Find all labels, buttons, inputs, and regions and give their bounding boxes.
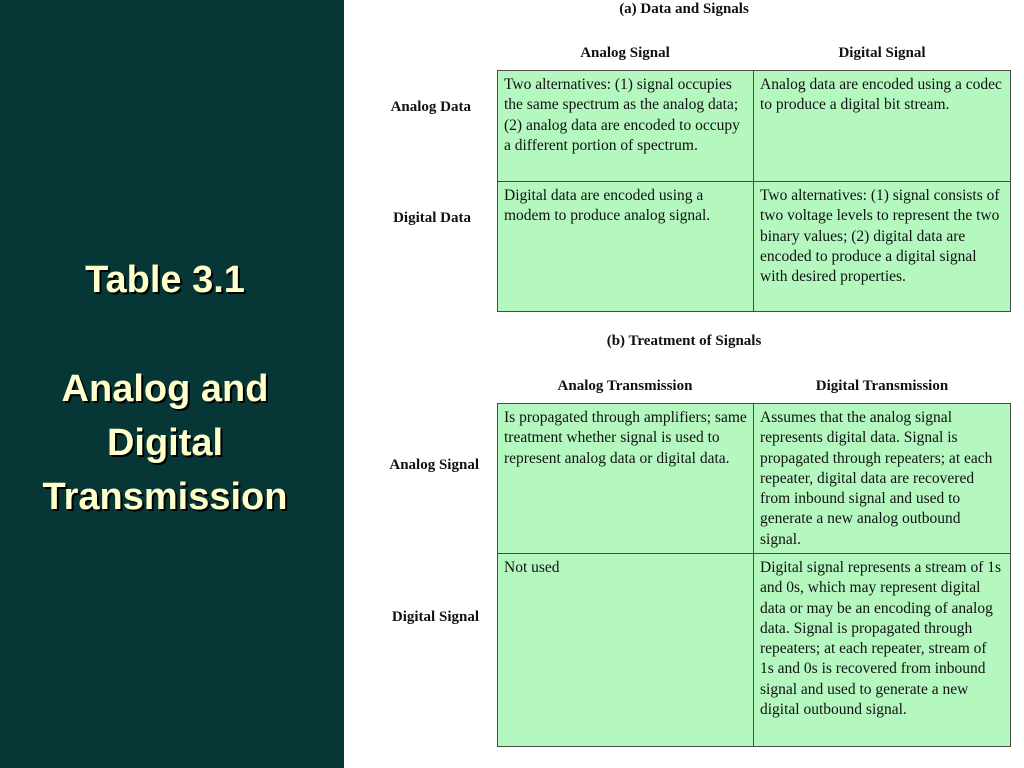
table-a-cell: Analog data are encoded using a codec to produce a digital bit stream. — [753, 70, 1011, 182]
table-b-col-head-digital: Digital Transmission — [815, 378, 949, 394]
table-a-col-head-analog: Analog Signal — [580, 45, 670, 61]
table-b-cell: Is propagated through amplifiers; same treatment whether signal is used to represent analog data or digital data. — [497, 403, 754, 554]
slide-title-subject: Analog and Digital Transmission — [42, 368, 288, 518]
table-a-cell: Two alternatives: (1) signal consists of two voltage levels to represent the two binary values; (2) digital data are encoded to produce a digital signal with desired properties. — [753, 181, 1011, 312]
table-b-row-head-digital-signal: Digital Signal — [391, 609, 479, 625]
table-a-cell: Two alternatives: (1) signal occupies the same spectrum as the analog data; (2) analog data are encoded to occupy a different portion of spectrum. — [497, 70, 754, 182]
table-b-cell: Assumes that the analog signal represents digital data. Signal is propagated through repeaters; at each repeater, digital data are recovered from inbound signal and used to generate a new analog outbound signal. — [753, 403, 1011, 554]
table-a-row-head-digital-data: Digital Data — [393, 210, 471, 226]
slide-title-number: Table 3.1 — [85, 259, 245, 301]
table-a-row-head-analog-data: Analog Data — [390, 99, 471, 115]
table-b-cell: Not used — [497, 553, 754, 747]
table-a-cell: Digital data are encoded using a modem to produce analog signal. — [497, 181, 754, 312]
title-panel — [0, 0, 344, 768]
table-a-title: (a) Data and Signals — [619, 1, 749, 17]
table-b-row-head-analog-signal: Analog Signal — [389, 457, 479, 473]
table-b-title: (b) Treatment of Signals — [606, 333, 762, 349]
table-a-col-head-digital: Digital Signal — [838, 45, 926, 61]
table-panel — [344, 0, 1024, 768]
table-b-cell: Digital signal represents a stream of 1s and 0s, which may represent digital data or may be an encoding of analog data. Signal is propagated through repeaters; at each repeater, stream of 1s and 0s is recovered from inbound signal and used to generate a new digital outbound signal. — [753, 553, 1011, 747]
table-b-col-head-analog: Analog Transmission — [557, 378, 693, 394]
